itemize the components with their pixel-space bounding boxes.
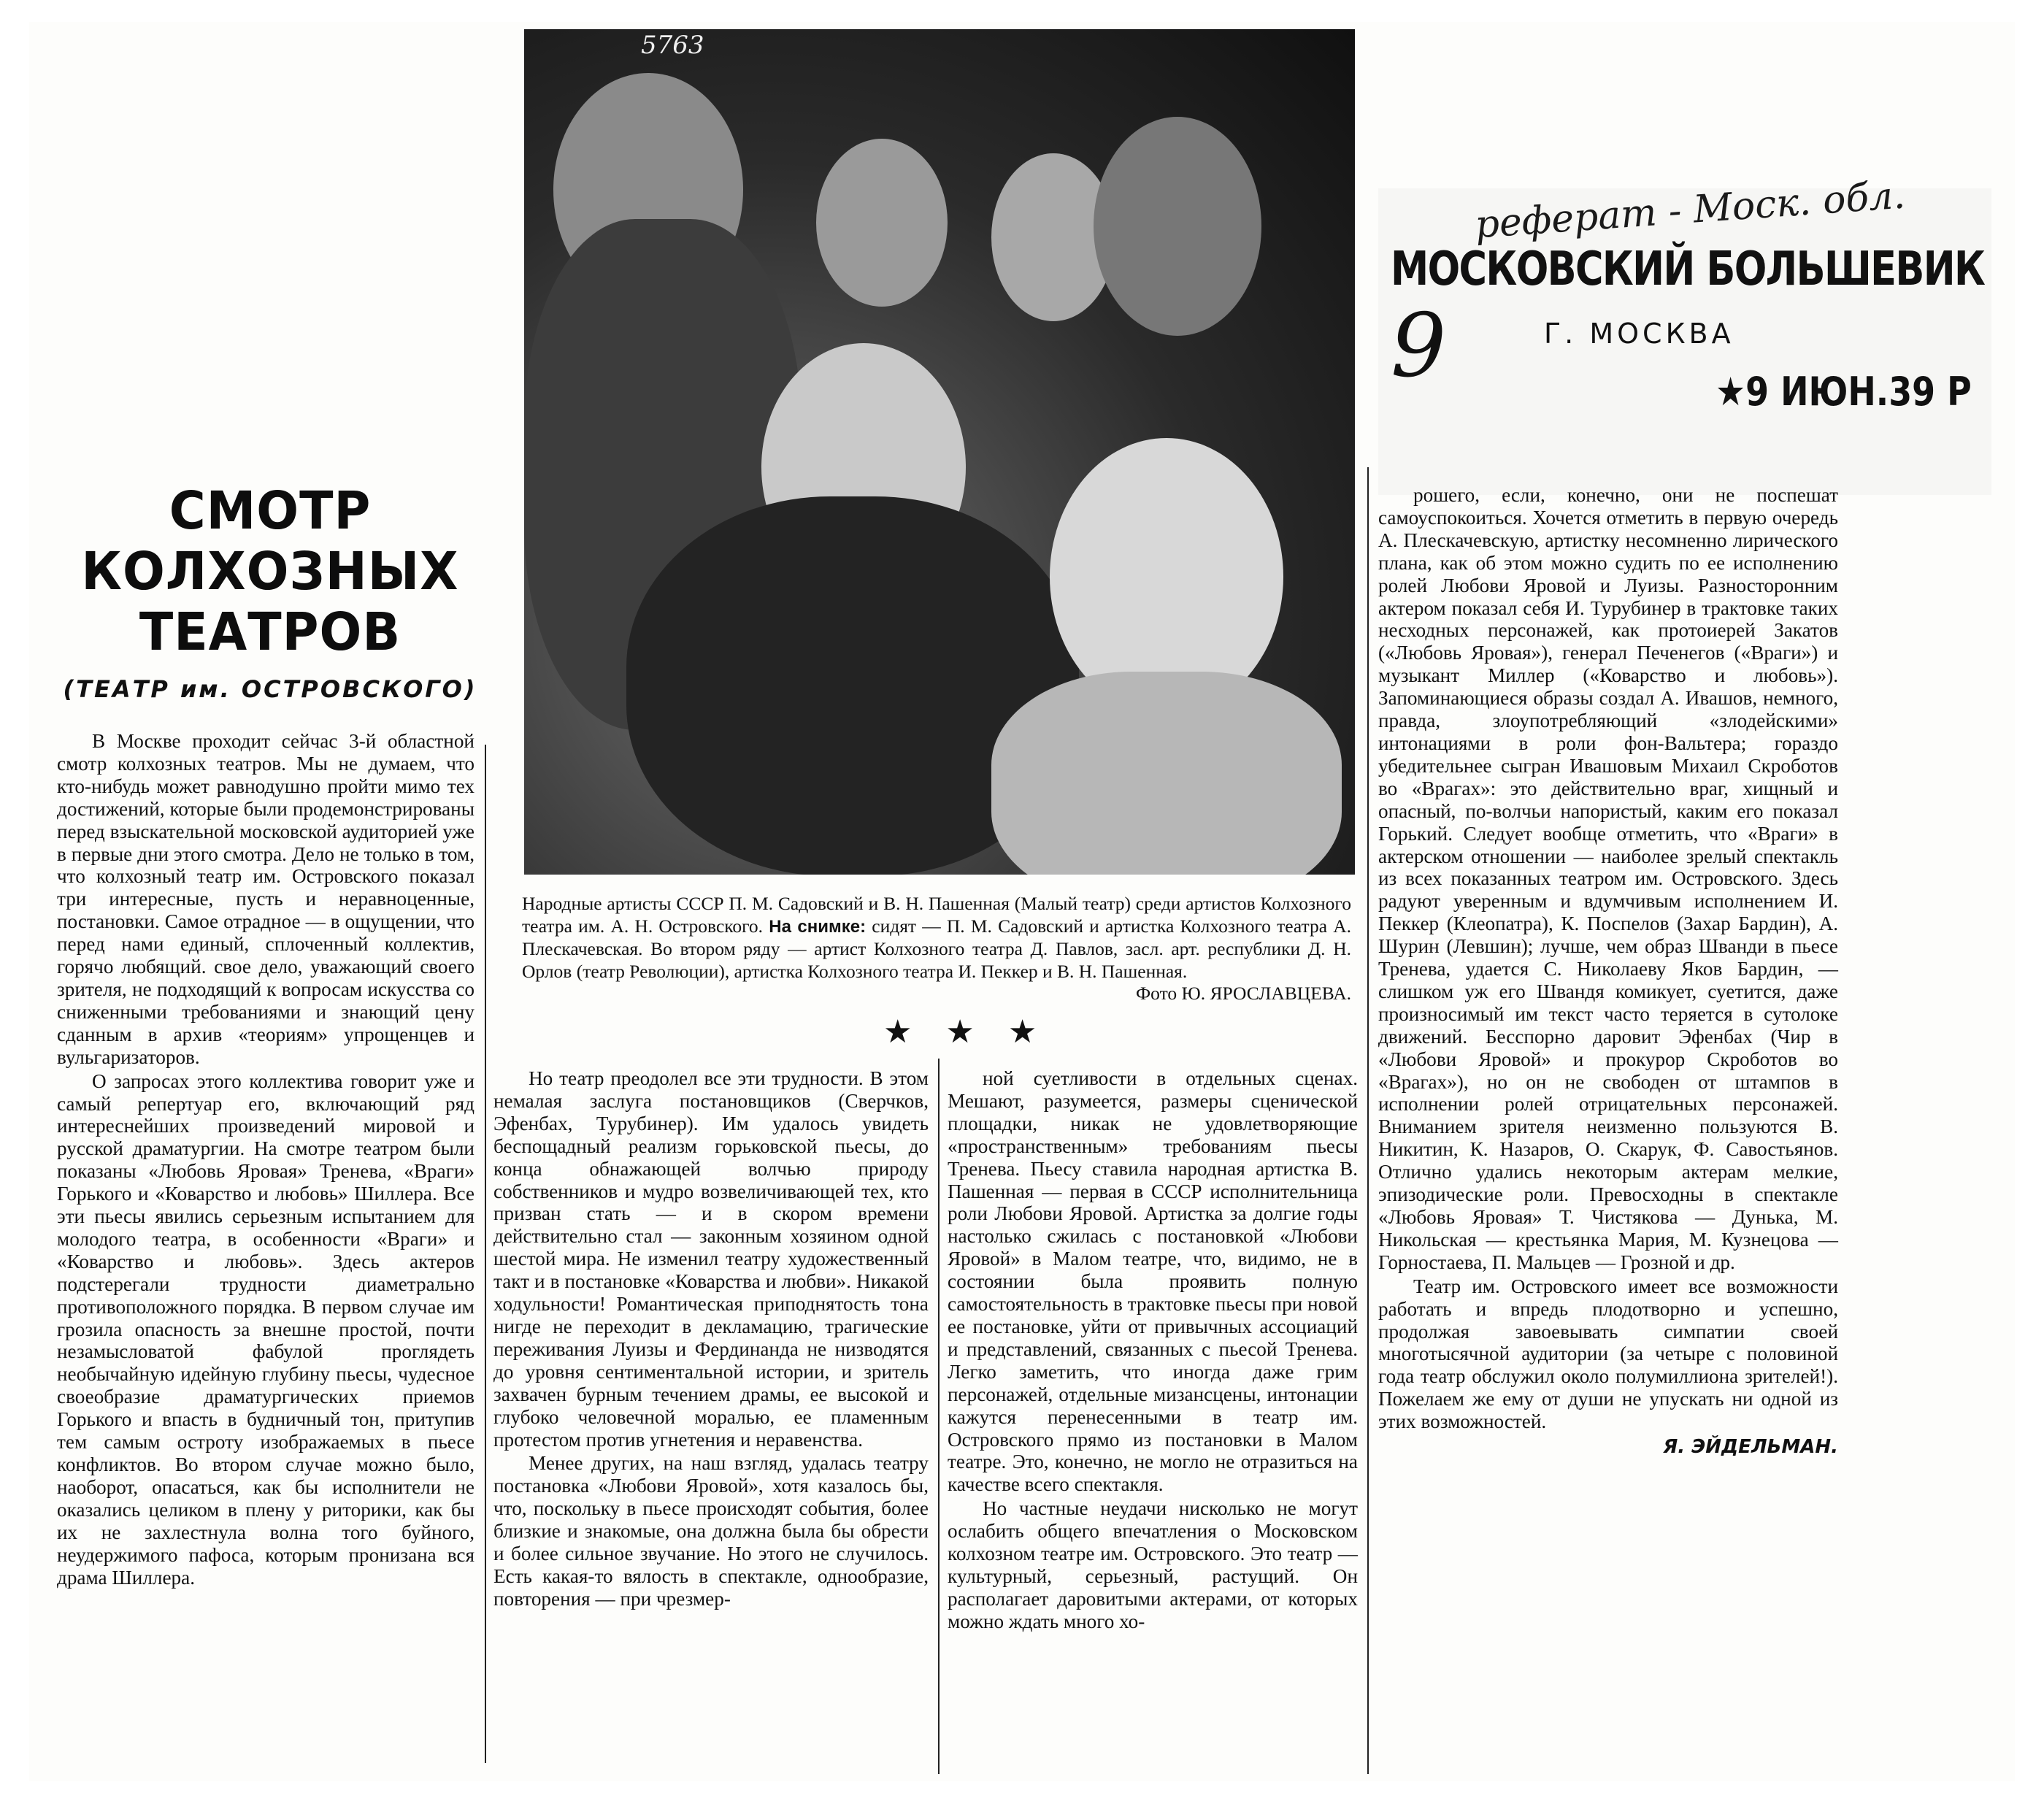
caption-label: На снимке: xyxy=(769,916,867,937)
masthead-handwritten-number: 9 xyxy=(1391,296,1447,397)
article-headline xyxy=(66,481,474,663)
paragraph: О запросах этого коллектива говорит уже и самый репертуар его, включающий ряд интереснейших произведений мировой и русской драматургии. На смотре театром были показаны «Любовь Яровая» Тренева, «Враги» Горького и «Коварство и любовь» Шиллера. Все эти пьесы явились серьезным испытанием для молодого театра, в особенности «Враги» и «Коварство и любовь». Здесь актеров подстерегали трудности диаметрально противоположного порядка. В первом случае им грозила опасность за внешне простой, почти незамысловатой фабулой проглядеть необычайную идейную глубину пьесы, чудесное своеобразие драматургических приемов Горького и впасть в будничный тон, притупив тем самым остроту изображаемых в пьесе конфликтов. Во втором случае можно было, наоборот, опасаться, как бы исполнители не оказались целиком в плену у риторики, как бы их не захлестнула волна того буйного, неудержимого пафоса, которым пронизана вся драма Шиллера. xyxy=(57,1070,474,1589)
column-rule xyxy=(485,745,486,1763)
paragraph: Театр им. Островского имеет все возможности работать и впредь плодотворно и успешно, продолжая завоевывать симпатии своей многотысячной аудитории (за четыре с половиной года театр обслужил около полумиллиона зрителей!). Пожелаем же ему от души не упускать ни одной из этих возможностей. xyxy=(1378,1275,1838,1433)
headline-line: ТЕАТРОВ xyxy=(139,602,402,663)
paragraph: Но частные неудачи нисколько не могут ослабить общего впечатления о Московском колхозном театре им. Островского. Это театр — культурный, серьезный, растущий. Он располагает даровитыми актерами, от которых можно ждать много хо- xyxy=(948,1497,1358,1632)
author-signature: Я. ЭЙДЕЛЬМАН. xyxy=(1663,1436,1838,1459)
photo-figure xyxy=(816,139,948,307)
date-stamp: ★9 ИЮН.39 Р xyxy=(1716,369,1972,415)
caption-text: Народные артисты СССР П. М. Садовский и В. Н. Пашенная (Малый театр) среди артистов Колхозного театра им. А. Н. Островского. xyxy=(522,893,1351,937)
headline-line: СМОТР xyxy=(169,481,372,542)
photo-credit: Фото Ю. ЯРОСЛАВЦЕВА. xyxy=(1136,983,1351,1004)
headline-line: КОЛХОЗНЫХ xyxy=(81,542,459,602)
article-column-2 xyxy=(493,1067,929,1610)
newspaper-city: Г. МОСКВА xyxy=(1544,318,1734,350)
photo-figure xyxy=(991,672,1342,875)
article-subtitle: (ТЕАТР им. ОСТРОВСКОГО) xyxy=(63,675,477,703)
article-column-3 xyxy=(948,1067,1358,1633)
paragraph: Но театр преодолел все эти трудности. В этом немалая заслуга постановщиков (Сверчков, Эфенбах, Турубинер). Им удалось увидеть беспощадный реализм горьковской пьесы, до конца обнажающей волчью природу собственников и мудро возвеличивающей тех, кто призван стать — и в скором времени действительно стал — законным хозяином одной шестой мира. Не изменил театру художественный такт и в постановке «Коварства и любви». Никакой ходульности! Романтическая приподнятость тона нигде не переходит в декламацию, трагические переживания Луизы и Фердинанда не низводятся до уровня сентиментальной истории, и зритель захвачен бурным течением драмы, ее высокой и глубоко человечной моралью, ее пламенным протестом против угнетения и неравенства. xyxy=(493,1067,929,1451)
caption-text: сидят — П. М. Садовский и артистка Колхозного театра А. Плескачевская. Во втором ряду — артист Колхозного театра Д. Павлов, засл. арт. республики Д. Н. Орлов (театр Революции), артистка Колхозного театра И. Пеккер и В. Н. Пашенная. xyxy=(522,915,1351,982)
paragraph: Менее других, на наш взгляд, удалась театру постановка «Любови Яровой», хотя казалось бы, что, поскольку в пьесе происходят события, более близкие и знакомые, она должна была бы обрести и более сильное звучание. Но этого не случилось. Есть какая-то вялость в спектакле, однообразие, повторения — при чрезмер- xyxy=(493,1452,929,1610)
section-stars: ★ ★ ★ xyxy=(883,1013,1049,1051)
photo-caption xyxy=(522,893,1351,1005)
column-rule xyxy=(1367,467,1369,1774)
photo-handwritten-mark: 5763 xyxy=(641,31,704,60)
article-column-1 xyxy=(57,730,474,1589)
photo-figure xyxy=(1094,117,1261,336)
article-photo xyxy=(524,29,1355,875)
paragraph: рошего, если, конечно, они не поспешат самоуспокоиться. Хочется отметить в первую очередь А. Плескачевскую, артистку несомненно лирического плана, как об этом можно судить по ее исполнению ролей Любови Яровой и Луизы. Разносторонним актером показал себя И. Турубинер в трактовке таких несходных персонажей, как протоиерей Закатов («Любовь Яровая»), генерал Печенегов («Враги») и музыкант Миллер («Коварство и любовь»). Запоминающиеся образы создал А. Ивашов, немного, правда, злоупотребляющий «злодейскими» интонациями в роли фон-Вальтера; гораздо убедительнее сыгран Ивашовым Михаил Скроботов во «Врагах»: это действительно враг, хищный и опасный, по-волчьи напористый, каким его показал Горький. Следует вообще отметить, что «Враги» в актерском отношении — наиболее зрелый спектакль из всех показанных театром им. Островского. Здесь радуют уверенным и вдумчивым исполнением И. Пеккер (Клеопатра), К. Поспелов (Захар Бардин), А. Шурин (Левшин); лучше, чем образ Шванди в пьесе Тренева, удается С. Николаеву Яков Бардин, — слишком уж его Швандя комикует, суетится, даже произносимый им текст часто теряется в сутолоке движений. Бесспорно даровит Эфенбах (Чир в «Любови Яровой» и прокурор Скроботов во «Врагах»), но он не свободен от штампов в исполнении ролей отрицательных персонажей. Вниманием зрителя неизменно пользуются В. Никитин, К. Назаров, О. Скарук, Ф. Савостьянов. Отлично удались некоторым актерам мелкие, эпизодические роли. Превосходны в спектакле «Любовь Яровая» Т. Чистякова — Дунька, М. Никольская — крестьянка Мария, М. Кузнецова — Горностаева, П. Мальцев — Грозной и др. xyxy=(1378,484,1838,1273)
article-column-4 xyxy=(1378,484,1838,1459)
paragraph: ной суетливости в отдельных сценах. Мешают, разумеется, размеры сценической площадки, никак не удовлетворяющие «пространственным» требованиям пьесы Тренева. Пьесу ставила народная артистка В. Пашенная — первая в СССР исполнительница роли Любови Яровой. Артистка за долгие годы настолько сжилась с постановкой «Любови Яровой» в Малом театре, что, видимо, не в состоянии была проявить полную самостоятельность в трактовке пьесы при новой ее постановке, уйти от привычных ассоциаций и представлений, связанных с пьесой Тренева. Легко заметить, что иногда даже грим персонажей, отдельные мизансцены, интонации кажутся перенесенными в театр им. Островского прямо из постановки в Малом театре. Это, конечно, не могло не отразиться на качестве всего спектакля. xyxy=(948,1067,1358,1496)
paragraph: В Москве проходит сейчас 3-й областной смотр колхозных театров. Мы не думаем, что кто-нибудь может равнодушно пройти мимо тех достижений, которые были продемонстрированы перед взыскательной московской аудиторией уже в первые дни этого смотра. Дело не только в том, что колхозный театр им. Островского показал три интересные, пусть и неравноценные, постановки. Самое отрадное — в ощущении, что перед нами единый, сплоченный коллектив, горячо любящий. свое дело, уважающий своего зрителя, не подходящий к вопросам искусства со сниженными требованиями и знающий цену сданным в архив «теориям» упрощенцев и вульгаризаторов. xyxy=(57,730,474,1068)
newspaper-title: МОСКОВСКИЙ БОЛЬШЕВИК xyxy=(1391,242,1985,296)
masthead-handwritten-note: реферат - Моск. обл. xyxy=(1473,173,1907,247)
column-rule xyxy=(938,1059,940,1774)
